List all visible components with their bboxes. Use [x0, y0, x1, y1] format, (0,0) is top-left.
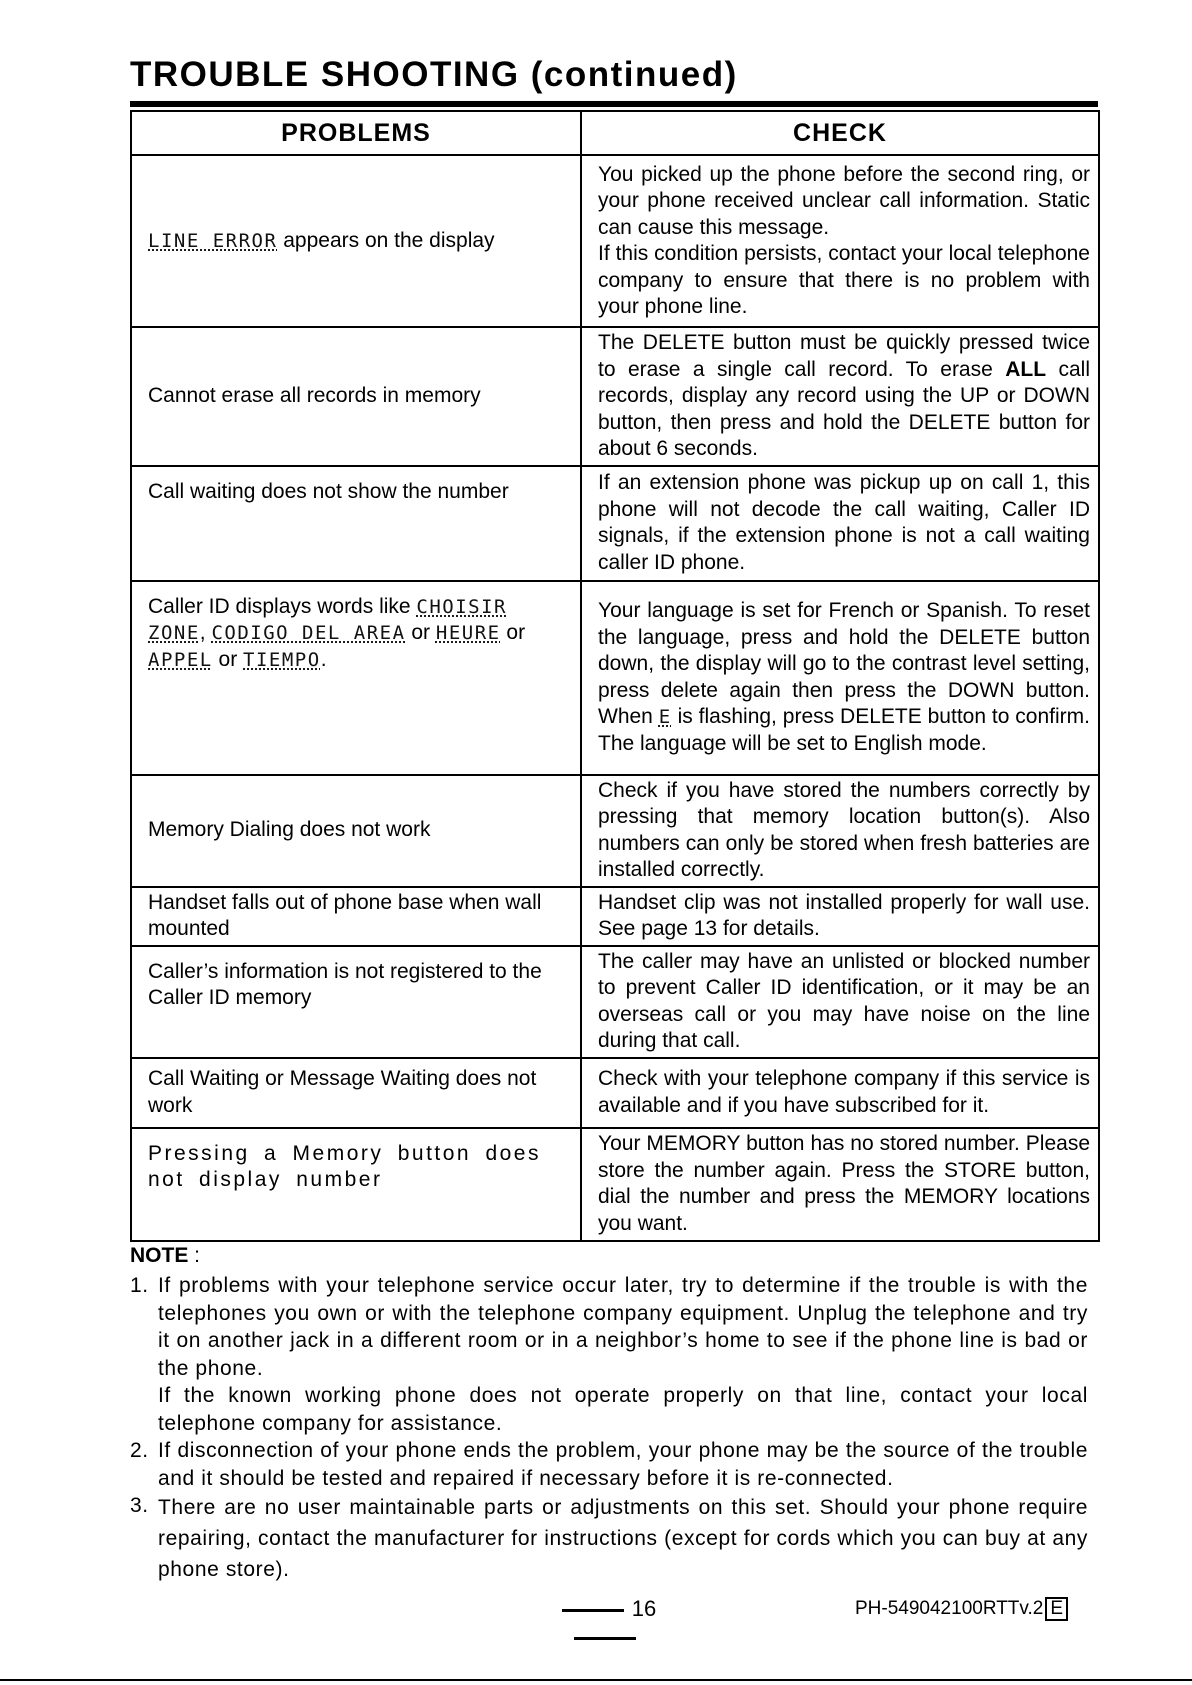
lcd-display-text: CHOISIR ZONE: [148, 595, 507, 644]
page-number: [515, 1595, 695, 1651]
note-text: There are no user maintainable parts or adjustments on this set. Should your phone require repairing, contact the manufacturer for instructions (except for cords which you can buy at any phone store).: [158, 1496, 1088, 1581]
table-row: [131, 581, 1099, 775]
problem-cell: Cannot erase all records in memory: [131, 327, 581, 466]
check-cell: If an extension phone was pickup up on call 1, this phone will not decode the call waiting, Caller ID signals, if the extension phone is not a call waiting caller ID phone.: [581, 466, 1099, 581]
note-colon: :: [188, 1244, 201, 1267]
check-header: CHECK: [581, 111, 1099, 155]
check-cell: Check with your telephone company if this service is available and if you have subscribed for it.: [581, 1058, 1099, 1128]
bottom-rule: [0, 1679, 1192, 1681]
check-cell: Handset clip was not installed properly for wall use. See page 13 for details.: [581, 887, 1099, 946]
check-cell: [581, 155, 1099, 327]
language-badge: E: [1045, 1597, 1068, 1621]
problems-header: PROBLEMS: [131, 111, 581, 155]
check-cell: [581, 327, 1099, 466]
separator-text: or: [405, 621, 436, 644]
lcd-display-text: LINE ERROR: [148, 229, 278, 252]
check-text: is flashing, press DELETE button to confirm. The language will be set to English mode.: [598, 705, 1090, 755]
model-text: PH-549042100RTTv.2: [855, 1598, 1044, 1619]
list-item: [130, 1437, 1088, 1492]
separator-text: or: [500, 621, 526, 644]
problem-cell: Call waiting does not show the number: [131, 466, 581, 581]
table-row: [131, 1058, 1099, 1128]
table-row: [131, 887, 1099, 946]
troubleshooting-table: [130, 110, 1100, 1242]
lcd-display-text: CODIGO DEL AREA: [211, 622, 406, 644]
separator-text: .: [320, 647, 327, 671]
page-title: TROUBLE SHOOTING (continued): [130, 55, 738, 94]
check-cell: [581, 581, 1099, 775]
note-number: 2.: [130, 1439, 149, 1462]
problem-cell: Pressing a Memory button does not display number: [131, 1128, 581, 1241]
table-header-row: [131, 111, 1099, 155]
note-text: If problems with your telephone service occur later, try to determine if the trouble is with the telephones you own or with the telephone company equipment. Unplug the telephone and try it on another jack in a different room or in a neighbor’s home to see if the phone line is bad or the phone.: [158, 1274, 1088, 1380]
lcd-display-text: HEURE: [435, 622, 501, 644]
note-heading: NOTE: [130, 1244, 189, 1267]
note-text: If the known working phone does not operate properly on that line, contact your local telephone company for assistance.: [158, 1384, 1088, 1435]
check-cell: The caller may have an unlisted or blocked number to prevent Caller ID identification, or it may be an overseas call or you may have noise on the line during that call.: [581, 946, 1099, 1058]
page-number-text: 16: [631, 1596, 657, 1621]
note-text: If disconnection of your phone ends the problem, your phone may be the source of the trouble and it should be tested and repaired if necessary before it is re-connected.: [158, 1439, 1088, 1490]
check-text: The DELETE button must be quickly pressed twice to erase a single call record. To erase: [598, 331, 1090, 381]
title-rule: [130, 101, 1098, 107]
note-number: 3.: [130, 1494, 149, 1517]
problem-cell: Call Waiting or Message Waiting does not work: [131, 1058, 581, 1128]
problem-cell: [131, 581, 581, 775]
problem-cell: Memory Dialing does not work: [131, 775, 581, 887]
list-item: [130, 1492, 1088, 1585]
separator-text: ,: [199, 621, 212, 644]
dash-right: [574, 1637, 636, 1640]
table-row: [131, 327, 1099, 466]
check-text: You picked up the phone before the second ring, or your phone received unclear call information. Static can cause this message.: [598, 162, 1090, 239]
lcd-display-text: TIEMPO: [243, 648, 321, 671]
check-text-bold: ALL: [1005, 357, 1047, 381]
problem-cell: [131, 155, 581, 327]
lcd-symbol: E: [658, 706, 672, 728]
check-text: If this condition persists, contact your local telephone company to ensure that there is no problem with your phone line.: [598, 242, 1090, 318]
table-row: [131, 775, 1099, 887]
table-row: [131, 155, 1099, 327]
problem-cell: Handset falls out of phone base when wall mounted: [131, 887, 581, 946]
problem-text: appears on the display: [277, 228, 495, 252]
model-number: [855, 1597, 1068, 1621]
problem-text: Caller ID displays words like: [148, 594, 417, 618]
separator-text: or: [212, 647, 244, 671]
notes-list: [130, 1272, 1088, 1585]
lcd-display-text: APPEL: [148, 648, 213, 671]
table-row: [131, 466, 1099, 581]
check-text: Your language is set for French or Spanish. To reset the language, press and hold the DELETE button down, the display will go to the contrast level setting, press delete again then press the DOWN button. When: [598, 599, 1090, 728]
check-text: call records, display any record using the UP or DOWN button, then press and hold the DELETE button for about 6 seconds.: [598, 357, 1090, 460]
table-row: [131, 1128, 1099, 1241]
note-number: 1.: [130, 1274, 149, 1297]
problem-cell: Caller’s information is not registered to the Caller ID memory: [131, 946, 581, 1058]
dash-left: [562, 1609, 624, 1612]
list-item: [130, 1272, 1088, 1437]
check-cell: Your MEMORY button has no stored number. Please store the number again. Press the STORE button, dial the number and press the MEMORY locations you want.: [581, 1128, 1099, 1241]
check-cell: Check if you have stored the numbers correctly by pressing that memory location button(s). Also numbers can only be stored when fresh batteries are installed correctly.: [581, 775, 1099, 887]
note-body: [158, 1272, 1088, 1437]
note-label: [130, 1243, 200, 1269]
table-row: [131, 946, 1099, 1058]
